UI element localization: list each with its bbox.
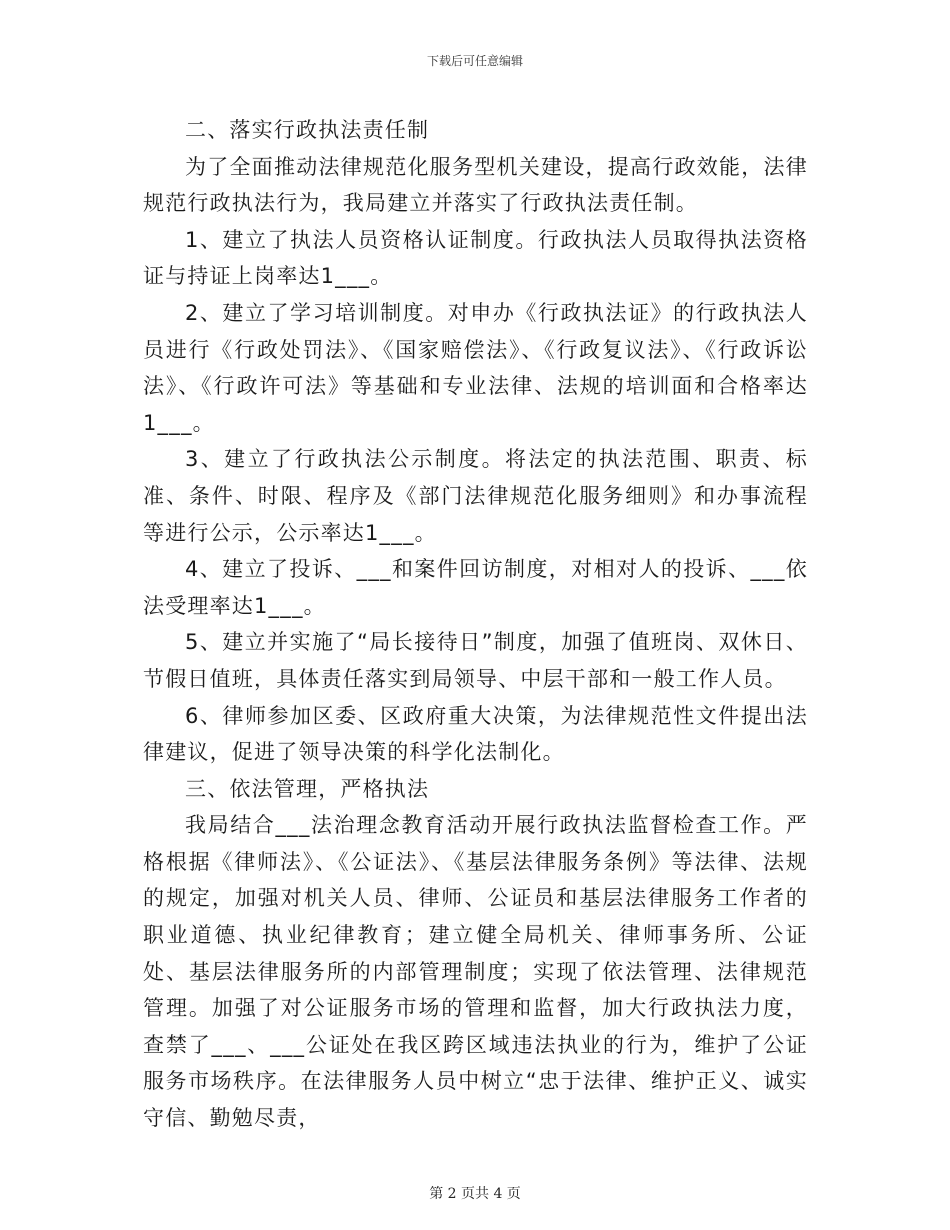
document-body — [143, 112, 808, 1137]
item-paragraph-5: 5、建立并实施了“局长接待日”制度，加强了值班岗、双休日、节假日值班，具体责任落实到局领导、中层干部和一般工作人员。 — [143, 630, 808, 691]
item-paragraph-6: 6、律师参加区委、区政府重大决策，为法律规范性文件提出法律建议，促进了领导决策的科学化法制化。 — [143, 703, 808, 765]
page-footer: 第 2 页共 4 页 — [429, 1186, 521, 1202]
item-paragraph-4: 4、建立了投诉、___和案件回访制度，对相对人的投诉、___依法受理率达1___。 — [143, 557, 808, 618]
section-3-paragraph: 我局结合___法治理念教育活动开展行政执法监督检查工作。严格根据《律师法》、《公证法》、《基层法律服务条例》等法律、法规的规定，加强对机关人员、律师、公证员和基层法律服务工作者的职业道德、执业纪律教育；建立健全局机关、律师事务所、公证处、基层法律服务所的内部管理制度；实现了依法管理、法律规范管理。加强了对公证服务市场的管理和监督，加大行政执法力度，查禁了___、___公证处在我区跨区域违法执业的行为，维护了公证服务市场秩序。在法律服务人员中树立“忠于法律、维护正义、诚实守信、勤勉尽责， — [143, 813, 808, 1131]
item-paragraph-1: 1、建立了执法人员资格认证制度。行政执法人员取得执法资格证与持证上岗率达1___。 — [143, 227, 808, 289]
item-paragraph-3: 3、建立了行政执法公示制度。将法定的执法范围、职责、标准、条件、时限、程序及《部门法律规范化服务细则》和办事流程等进行公示，公示率达1___。 — [143, 447, 808, 545]
section-heading-2: 二、落实行政执法责任制 — [185, 118, 430, 142]
section-heading-3: 三、依法管理，严格执法 — [185, 776, 430, 801]
page-header: 下载后可任意编辑 — [426, 54, 523, 68]
intro-paragraph: 为了全面推动法律规范化服务型机关建设，提高行政效能，法律规范行政执法行为，我局建立并落实了行政执法责任制。 — [143, 154, 808, 216]
item-paragraph-2: 2、建立了学习培训制度。对申办《行政执法证》的行政执法人员进行《行政处罚法》、《国家赔偿法》、《行政复议法》、《行政诉讼法》、《行政许可法》等基础和专业法律、法规的培训面和合格率达1___。 — [143, 300, 808, 435]
